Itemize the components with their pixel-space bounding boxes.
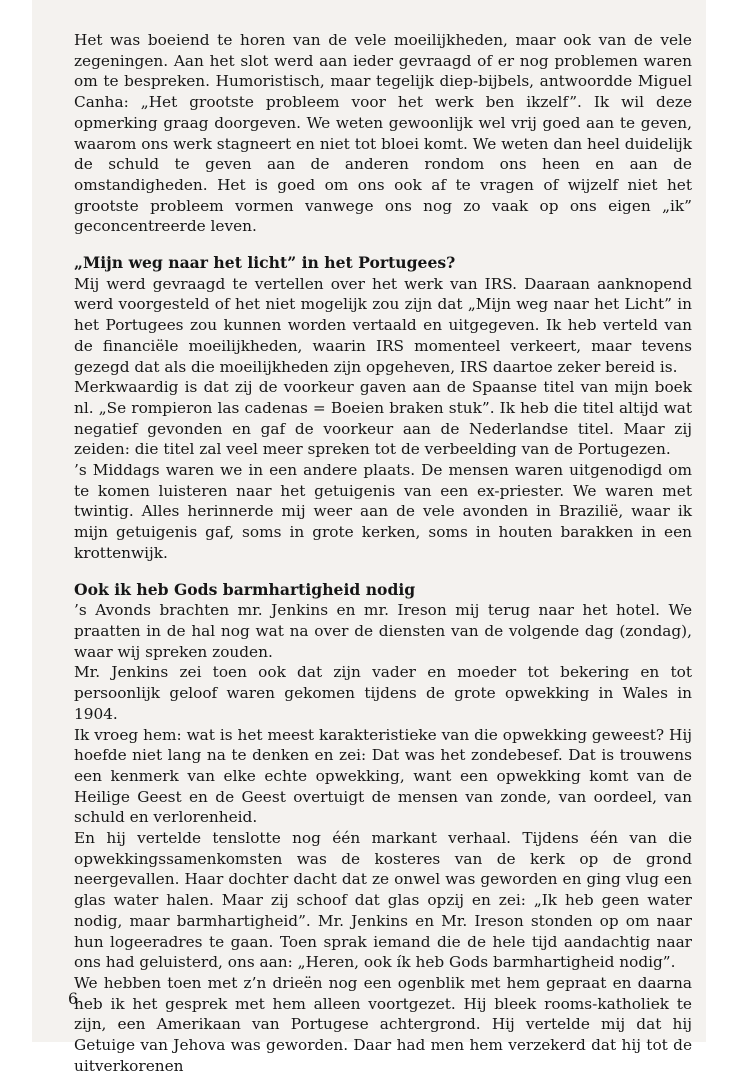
page-body xyxy=(74,30,692,1076)
intro-paragraph: Het was boeiend te horen van de vele moeilijkheden, maar ook van de vele zegeningen. Aan het slot werd aan ieder gevraagd of er nog problemen waren om te bespreken. Humoristisch, maar tegelijk diep-bijbels, antwoordde Miguel Canha: „Het grootste probleem voor het werk ben ikzelf”. Ik wil deze opmerking graag doorgeven. We weten gewoonlijk wel vrij goed aan te geven, waarom ons werk stagneert en niet tot bloei komt. We weten dan heel duidelijk de schuld te geven aan de anderen rondom ons heen en aan de omstandigheden. Het is goed om ons ook af te vragen of wijzelf niet het grootste probleem vormen vanwege ons nog zo vaak op ons eigen „ik” geconcentreerde leven. xyxy=(74,31,692,236)
page-number: 6 xyxy=(68,990,78,1008)
paragraph: Merkwaardig is dat zij de voorkeur gaven aan de Spaanse titel van mijn boek nl. „Se rompieron las cadenas = Boeien braken stuk”. Ik heb die titel altijd wat negatief gevonden en gaf de voorkeur aan de Nederlandse titel. Maar zij zeiden: die titel zal veel meer spreken tot de verbeelding van de Portugezen. xyxy=(74,378,692,459)
paragraph: Ik vroeg hem: wat is het meest karakteristieke van die opwekking geweest? Hij hoefde niet lang na te denken en zei: Dat was het zondebesef. Dat is trouwens een kenmerk van elke echte opwekking, want een opwekking komt van de Heilige Geest en de Geest overtuigt de mensen van zonde, van oordeel, van schuld en verlorenheid. xyxy=(74,725,692,827)
section-heading-portugees: „Mijn weg naar het licht” in het Portugees? xyxy=(74,253,456,273)
book-page xyxy=(32,0,706,1075)
paragraph: En hij vertelde tenslotte nog één markant verhaal. Tijdens één van die opwekkingssamenkomsten was de kosteres van de kerk op de grond neergevallen. Haar dochter dacht dat ze onwel was geworden en ging vlug een glas water halen. Maar zij schoof dat glas opzij en zei: „Ik heb geen water nodig, maar barmhartigheid”. Mr. Jenkins en Mr. Ireson stonden op om naar hun logeeradres te gaan. Toen sprak iemand die de hele tijd aandachtig naar ons had geluisterd, ons aan: „Heren, ook ík heb Gods barmhartigheid nodig”. xyxy=(74,829,692,972)
paragraph: ’s Middags waren we in een andere plaats. De mensen waren uitgenodigd om te komen luisteren naar het getuigenis van een ex-priester. We waren met twintig. Alles herinnerde mij weer aan de vele avonden in Brazilië, waar ik mijn getuigenis gaf, soms in grote kerken, soms in houten barakken in een krottenwijk. xyxy=(74,461,692,562)
paragraph: Mr. Jenkins zei toen ook dat zijn vader en moeder tot bekering en tot persoonlijk geloof waren gekomen tijdens de grote opwekking in Wales in 1904. xyxy=(74,663,692,723)
section-heading-barmhartigheid: Ook ik heb Gods barmhartigheid nodig xyxy=(74,579,416,599)
paragraph: ’s Avonds brachten mr. Jenkins en mr. Ireson mij terug naar het hotel. We praatten in de hal nog wat na over de diensten van de volgende dag (zondag), waar wij spreken zouden. xyxy=(74,601,692,661)
paragraph: Mij werd gevraagd te vertellen over het werk van IRS. Daaraan aanknopend werd voorgesteld of het niet mogelijk zou zijn dat „Mijn weg naar het Licht” in het Portugees zou kunnen worden vertaald en uitgegeven. Ik heb verteld van de financiële moeilijkheden, waarin IRS momenteel verkeert, maar tevens gezegd dat als die moeilijkheden zijn opgeheven, IRS daartoe zeker bereid is. xyxy=(74,274,692,376)
paragraph: We hebben toen met z’n drieën nog een ogenblik met hem gepraat en daarna heb ik het gesprek met hem alleen voortgezet. Hij bleek rooms-katholiek te zijn, een Amerikaan van Portugese achtergrond. Hij vertelde mij dat hij Getuige van Jehova was geworden. Daar had men hem verzekerd dat hij tot de uitverkorenen xyxy=(74,973,692,1075)
